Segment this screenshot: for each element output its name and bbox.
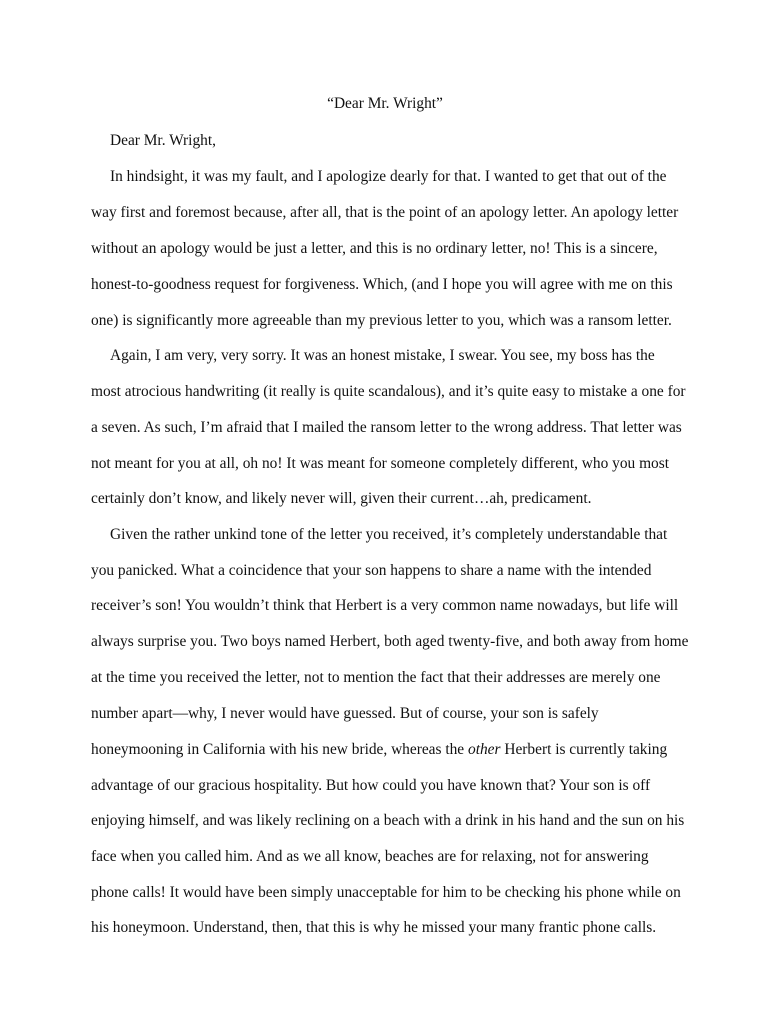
italic-word: other [468, 741, 501, 758]
text-line: his honeymoon. Understand, then, that this is why he missed your many frantic phone calls. [91, 919, 657, 936]
text-line: enjoying himself, and was likely reclining on a beach with a drink in his hand and the sun on his [91, 812, 685, 829]
text-line: certainly don’t know, and likely never will, given their current…ah, predicament. [91, 490, 592, 507]
text-line: advantage of our gracious hospitality. But how could you have known that? Your son is off [91, 777, 651, 794]
text-segment: honeymooning in California with his new bride, whereas the [91, 741, 468, 758]
document-title: “Dear Mr. Wright” [327, 95, 443, 112]
text-line: not meant for you at all, oh no! It was meant for someone completely different, who you most [91, 455, 670, 472]
text-line: receiver’s son! You wouldn’t think that Herbert is a very common name nowadays, but life will [91, 597, 679, 614]
text-line: Again, I am very, very sorry. It was an honest mistake, I swear. You see, my boss has the [110, 347, 655, 364]
text-line: way first and foremost because, after all, that is the point of an apology letter. An apology letter [91, 204, 679, 221]
text-line: most atrocious handwriting (it really is quite scandalous), and it’s quite easy to mistake a one for [91, 383, 686, 400]
text-line: phone calls! It would have been simply unacceptable for him to be checking his phone while on [91, 884, 681, 901]
text-line: at the time you received the letter, not to mention the fact that their addresses are merely one [91, 669, 661, 686]
text-line-italic [91, 740, 667, 760]
text-line: you panicked. What a coincidence that your son happens to share a name with the intended [91, 562, 652, 579]
text-line: a seven. As such, I’m afraid that I mailed the ransom letter to the wrong address. That letter was [91, 419, 682, 436]
text-line: face when you called him. And as we all know, beaches are for relaxing, not for answering [91, 848, 649, 865]
text-line: number apart—why, I never would have guessed. But of course, your son is safely [91, 705, 599, 722]
text-line: Given the rather unkind tone of the letter you received, it’s completely understandable that [110, 526, 668, 543]
text-line: honest-to-goodness request for forgiveness. Which, (and I hope you will agree with me on this [91, 276, 673, 293]
salutation: Dear Mr. Wright, [110, 132, 216, 149]
text-line: always surprise you. Two boys named Herbert, both aged twenty-five, and both away from home [91, 633, 689, 650]
text-segment: Herbert is currently taking [500, 741, 668, 758]
text-line: without an apology would be just a letter, and this is no ordinary letter, no! This is a sincere, [91, 240, 658, 257]
text-line: In hindsight, it was my fault, and I apologize dearly for that. I wanted to get that out of the [110, 168, 667, 185]
text-line: one) is significantly more agreeable than my previous letter to you, which was a ransom letter. [91, 312, 672, 329]
